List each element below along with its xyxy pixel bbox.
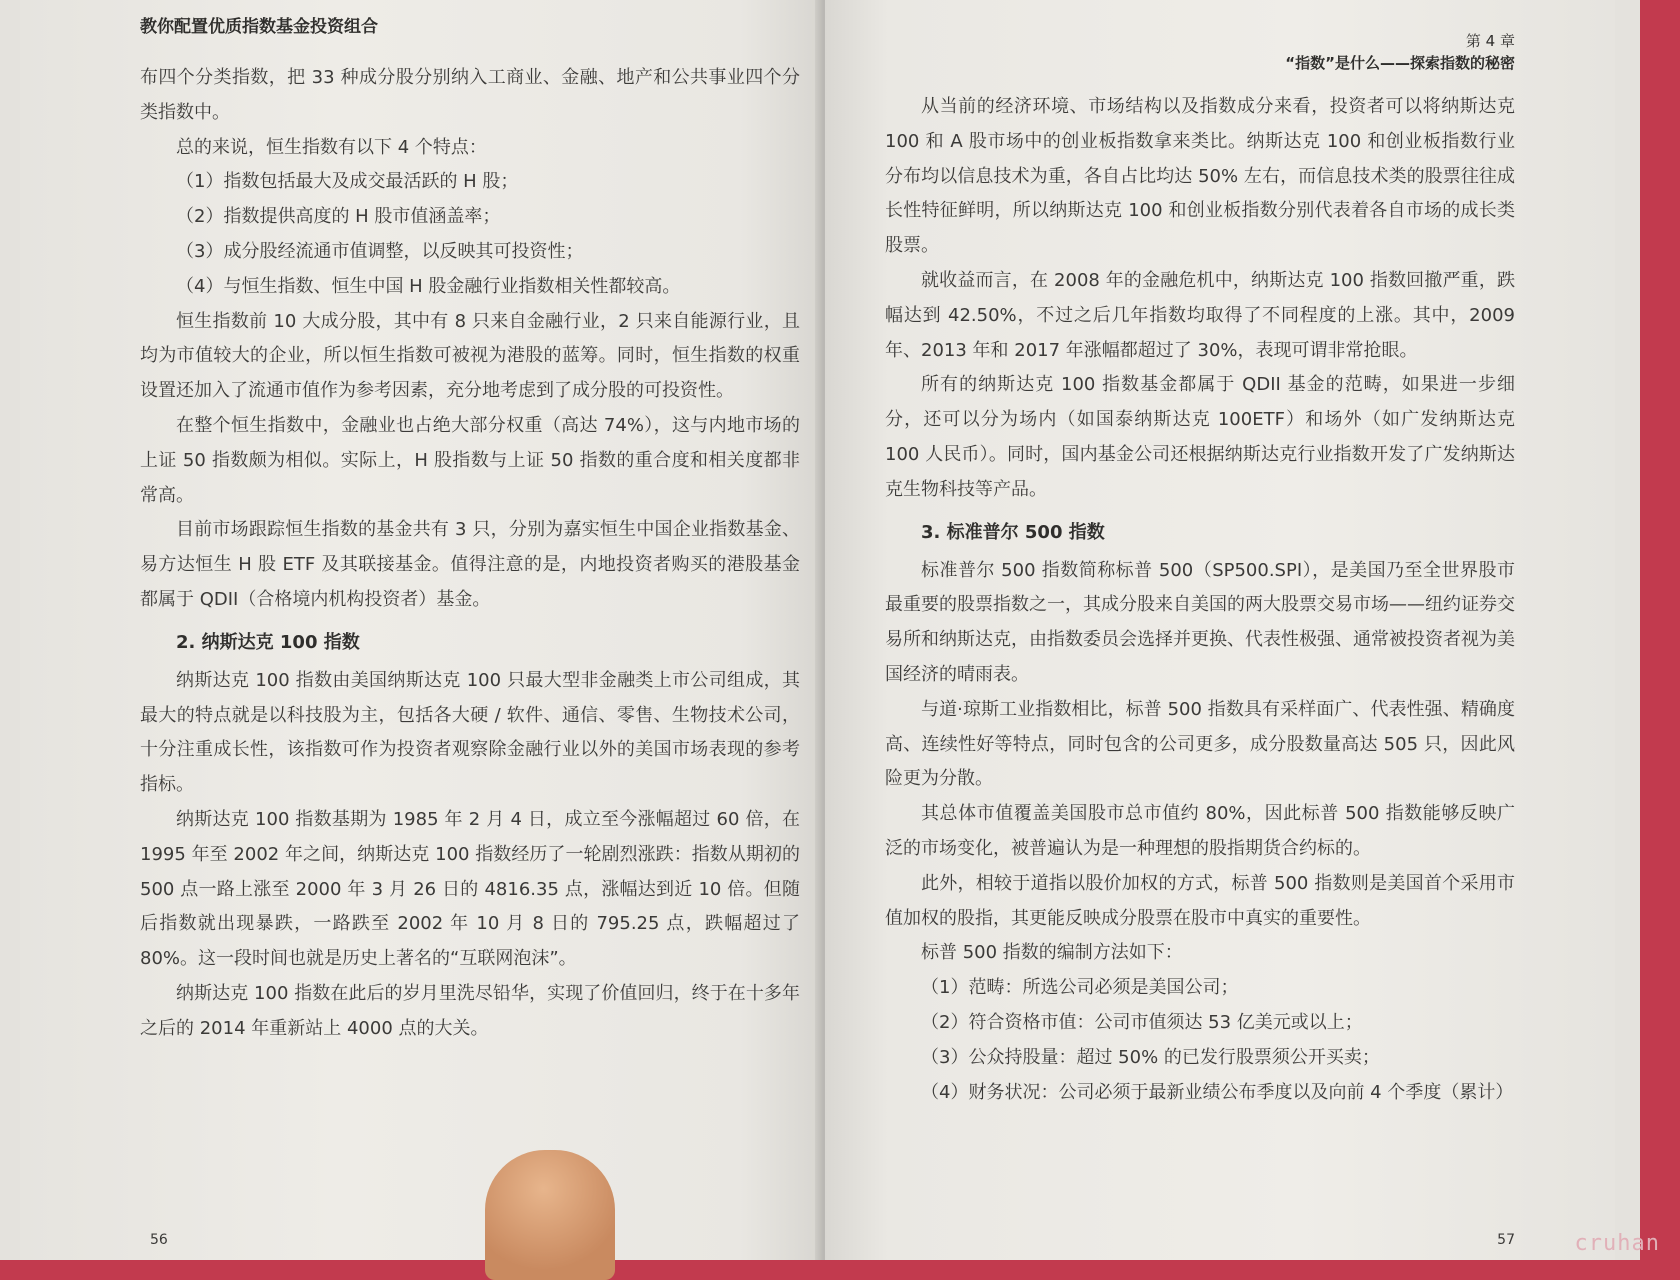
thumb-photo xyxy=(485,1150,615,1280)
list-item: （1）范畴：所选公司必须是美国公司； xyxy=(921,977,1239,999)
paragraph: 标普 500 指数的编制方法如下： xyxy=(921,942,1183,964)
paragraph: 纳斯达克 100 指数基期为 1985 年 2 月 4 日，成立至今涨幅超过 60 倍，在 1995 年至 2002 年之间，纳斯达克 100 指数经历了一轮剧烈涨跌：指数从期初的 500 点一路上涨至 2000 年 3 月 26 日的 4816.35 点，涨幅达到近 10 倍。但随后指数就出现暴跌，一路跌至 2002 年 10 月 8 日的 795.25 点，跌幅超过了 80%。这一段时间也就是历史上著名的“互联网泡沫”。 xyxy=(140,808,800,970)
list-item: （1）指数包括最大及成交最活跃的 H 股； xyxy=(176,171,519,193)
list-item: （2）符合资格市值：公司市值须达 53 亿美元或以上； xyxy=(921,1011,1363,1033)
section-heading: 2. 纳斯达克 100 指数 xyxy=(176,631,360,653)
paragraph: 恒生指数前 10 大成分股，其中有 8 只来自金融行业，2 只来自能源行业，且均为市值较大的企业，所以恒生指数可被视为港股的蓝筹。同时，恒生指数的权重设置还加入了流通市值作为参考因素，充分地考虑到了成分股的可投资性。 xyxy=(140,310,800,402)
section-heading: 3. 标准普尔 500 指数 xyxy=(921,521,1105,543)
paragraph: 在整个恒生指数中，金融业也占绝大部分权重（高达 74%），这与内地市场的上证 50 指数颇为相似。实际上，H 股指数与上证 50 指数的重合度和相关度都非常高。 xyxy=(140,414,800,506)
paragraph: 其总体市值覆盖美国股市总市值约 80%，因此标普 500 指数能够反映广泛的市场变化，被普遍认为是一种理想的股指期货合约标的。 xyxy=(885,803,1515,859)
list-item: （3）公众持股量：超过 50% 的已发行股票须公开买卖； xyxy=(921,1046,1380,1068)
list-item: （4）财务状况：公司必须于最新业绩公布季度以及向前 4 个季度（累计） xyxy=(921,1081,1514,1103)
paragraph: 布四个分类指数，把 33 种成分股分别纳入工商业、金融、地产和公共事业四个分类指数中。 xyxy=(140,67,800,123)
page-number-left: 56 xyxy=(150,1232,168,1248)
paragraph: 此外，相较于道指以股价加权的方式，标普 500 指数则是美国首个采用市值加权的股指，其更能反映成分股票在股市中真实的重要性。 xyxy=(885,872,1515,929)
running-head-right xyxy=(885,30,1515,74)
list-item: （3）成分股经流通市值调整，以反映其可投资性； xyxy=(176,240,584,262)
list-item: （4）与恒生指数、恒生中国 H 股金融行业指数相关性都较高。 xyxy=(176,275,681,297)
right-page xyxy=(825,0,1615,1260)
paragraph: 标准普尔 500 指数简称标普 500（SP500.SPI），是美国乃至全世界股市最重要的股票指数之一，其成分股来自美国的两大股票交易市场——纽约证券交易所和纳斯达克，由指数委员会选择并更换、代表性极强、通常被投资者视为美国经济的晴雨表。 xyxy=(885,559,1515,685)
running-head-title: “指数”是什么——探索指数的秘密 xyxy=(1285,54,1515,72)
paragraph: 纳斯达克 100 指数由美国纳斯达克 100 只最大型非金融类上市公司组成，其最大的特点就是以科技股为主，包括各大硬 / 软件、通信、零售、生物技术公司，十分注重成长性，该指数可作为投资者观察除金融行业以外的美国市场表现的参考指标。 xyxy=(140,669,800,796)
paragraph: 纳斯达克 100 指数在此后的岁月里洗尽铅华，实现了价值回归，终于在十多年之后的 2014 年重新站上 4000 点的大关。 xyxy=(140,982,800,1039)
watermark: cruhan xyxy=(1574,1231,1660,1256)
paragraph: 所有的纳斯达克 100 指数基金都属于 QDII 基金的范畴，如果进一步细分，还可以分为场内（如国泰纳斯达克 100ETF）和场外（如广发纳斯达克 100 人民币）。同时，国内基金公司还根据纳斯达克行业指数开发了广发纳斯达克生物科技等产品。 xyxy=(885,374,1515,500)
paragraph: 与道·琼斯工业指数相比，标普 500 指数具有采样面广、代表性强、精确度高、连续性好等特点，同时包含的公司更多，成分股数量高达 505 只，因此风险更为分散。 xyxy=(885,698,1515,790)
page-number-right: 57 xyxy=(1497,1232,1515,1248)
paragraph: 就收益而言，在 2008 年的金融危机中，纳斯达克 100 指数回撤严重，跌幅达到 42.50%，不过之后几年指数均取得了不同程度的上涨。其中，2009 年、2013 年和 2017 年涨幅都超过了 30%，表现可谓非常抢眼。 xyxy=(885,269,1515,361)
left-page xyxy=(20,0,820,1260)
right-page-body xyxy=(885,90,1515,1110)
running-head-left: 教你配置优质指数基金投资组合 xyxy=(140,17,378,37)
paragraph: 目前市场跟踪恒生指数的基金共有 3 只，分别为嘉实恒生中国企业指数基金、易方达恒生 H 股 ETF 及其联接基金。值得注意的是，内地投资者购买的港股基金都属于 QDII（合格境内机构投资者）基金。 xyxy=(140,519,800,610)
running-head-chapter: 第 4 章 xyxy=(1465,32,1515,50)
paragraph: 从当前的经济环境、市场结构以及指数成分来看，投资者可以将纳斯达克 100 和 A 股市场中的创业板指数拿来类比。纳斯达克 100 和创业板指数行业分布均以信息技术为重，各自占比均达 50% 左右，而信息技术类的股票往往成长性特征鲜明，所以纳斯达克 100 和创业板指数分别代表着各自市场的成长类股票。 xyxy=(885,96,1515,257)
paragraph: 总的来说，恒生指数有以下 4 个特点： xyxy=(176,136,487,158)
list-item: （2）指数提供高度的 H 股市值涵盖率； xyxy=(176,206,501,228)
left-page-body xyxy=(140,61,800,1047)
